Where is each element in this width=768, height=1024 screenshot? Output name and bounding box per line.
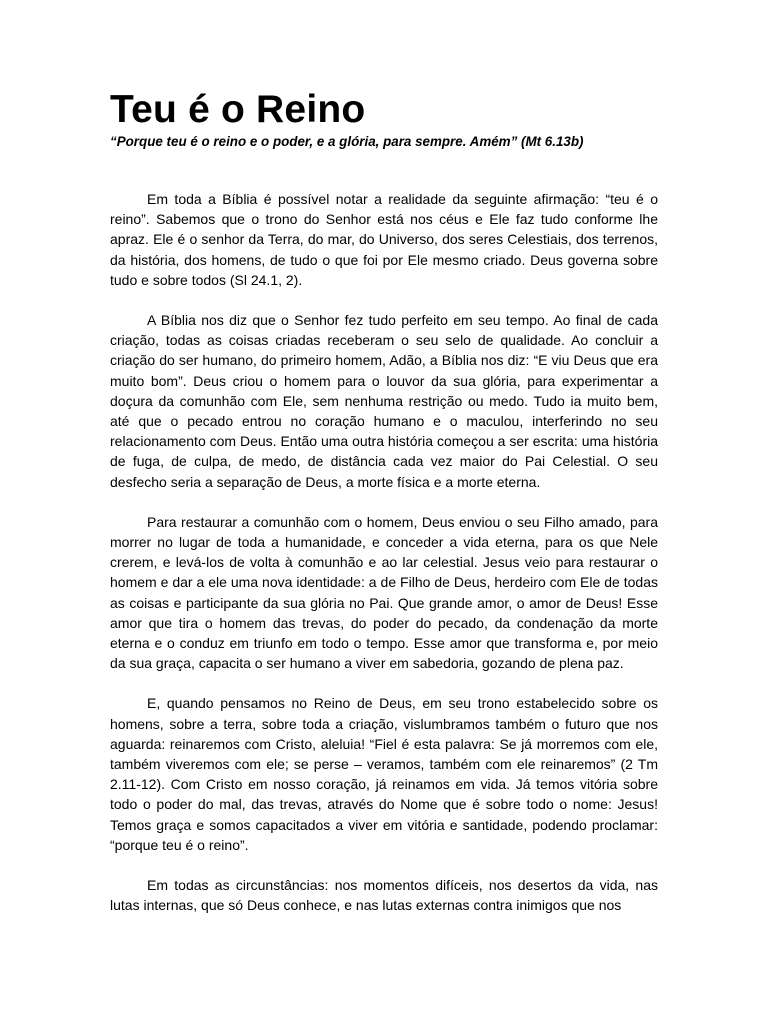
epigraph-quote: “Porque teu é o reino e o poder, e a glória, para sempre. Amém” (Mt 6.13b) xyxy=(110,134,584,149)
document-page xyxy=(110,88,658,936)
paragraph-2: A Bíblia nos diz que o Senhor fez tudo perfeito em seu tempo. Ao final de cada criação, todas as coisas criadas receberam o seu selo de qualidade. Ao concluir a criação do ser humano, do primeiro homem, Adão, a Bíblia nos diz: “E viu Deus que era muito bom”. Deus criou o homem para o louvor da sua glória, para experimentar a doçura da comunhão com Ele, sem nenhuma restrição ou medo. Tudo ia muito bem, até que o pecado entrou no coração humano e o maculou, interferindo no seu relacionamento com Deus. Então uma outra história começou a ser escrita: uma história de fuga, de culpa, de medo, de distância cada vez maior do Pai Celestial. O seu desfecho seria a separação de Deus, a morte física e a morte eterna. xyxy=(110,312,658,490)
document-title: Teu é o Reino xyxy=(110,88,366,131)
paragraph-3: Para restaurar a comunhão com o homem, Deus enviou o seu Filho amado, para morrer no lugar de toda a humanidade, e conceder a vida eterna, para os que Nele crerem, e levá-los de volta à comunhão e ao lar celestial. Jesus veio para restaurar o homem e dar a ele uma nova identidade: a de Filho de Deus, herdeiro com Ele de todas as coisas e participante da sua glória no Pai. Que grande amor, o amor de Deus! Esse amor que tira o homem das trevas, do poder do pecado, da condenação da morte eterna e o conduz em triunfo em todo o tempo. Esse amor que transforma e, por meio da sua graça, capacita o ser humano a viver em sabedoria, gozando de plena paz. xyxy=(110,513,658,672)
paragraph-1: Em toda a Bíblia é possível notar a realidade da seguinte afirmação: “teu é o reino”. Sabemos que o trono do Senhor está nos céus e Ele faz tudo conforme lhe apraz. Ele é o senhor da Terra, do mar, do Universo, dos seres Celestiais, dos terrenos, da história, dos homens, de tudo o que foi por Ele mesmo criado. Deus governa sobre tudo e sobre todos (Sl 24.1, 2). xyxy=(110,191,658,288)
paragraph-5: Em todas as circunstâncias: nos momentos difíceis, nos desertos da vida, nas lutas internas, que só Deus conhece, e nas lutas externas contra inimigos que nos xyxy=(110,877,658,914)
paragraph-4: E, quando pensamos no Reino de Deus, em seu trono estabelecido sobre os homens, sobre a terra, sobre toda a criação, vislumbramos também o futuro que nos aguarda: reinaremos com Cristo, aleluia! “Fiel é esta palavra: Se já morremos com ele, também viveremos com ele; se perse – veramos, também com ele reinaremos” (2 Tm 2.11-12). Com Cristo em nosso coração, já reinamos em vida. Já temos vitória sobre todo o poder do mal, das trevas, através do Nome que é sobre todo o nome: Jesus! Temos graça e somos capacitados a viver em vitória e santidade, podendo proclamar: “porque teu é o reino”. xyxy=(110,695,658,853)
